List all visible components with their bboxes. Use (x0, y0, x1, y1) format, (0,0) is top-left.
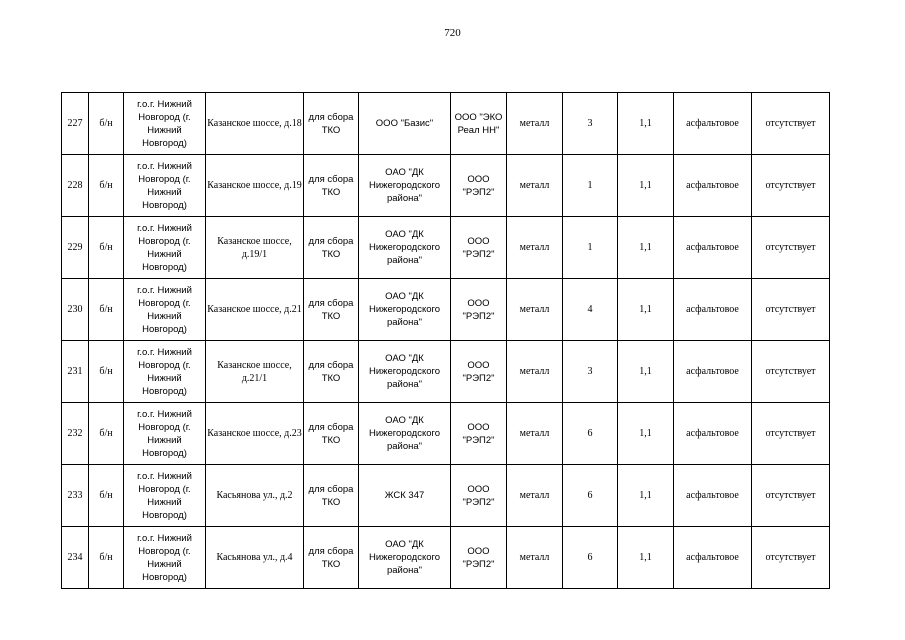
purpose-cell: для сбора ТКО (304, 155, 359, 217)
locality-cell: г.о.г. Нижний Новгород (г. Нижний Новгород) (124, 155, 206, 217)
table-row (62, 465, 830, 527)
row-number-cell: 230 (62, 279, 89, 341)
material-cell: металл (507, 465, 563, 527)
container-count-cell: 6 (563, 465, 618, 527)
owner-cell: ОАО "ДК Нижегородского района" (359, 217, 451, 279)
purpose-cell: для сбора ТКО (304, 403, 359, 465)
container-volume-cell: 1,1 (618, 279, 674, 341)
purpose-cell: для сбора ТКО (304, 341, 359, 403)
table-row (62, 403, 830, 465)
address-cell: Казанское шоссе, д.21 (206, 279, 304, 341)
container-volume-cell: 1,1 (618, 465, 674, 527)
purpose-cell: для сбора ТКО (304, 279, 359, 341)
fence-cell: отсутствует (752, 341, 830, 403)
owner-cell: ОАО "ДК Нижегородского района" (359, 279, 451, 341)
material-cell: металл (507, 279, 563, 341)
surface-type-cell: асфальтовое (674, 465, 752, 527)
fence-cell: отсутствует (752, 155, 830, 217)
row-number-cell: 234 (62, 527, 89, 589)
address-cell: Казанское шоссе, д.21/1 (206, 341, 304, 403)
row-number-cell: 233 (62, 465, 89, 527)
purpose-cell: для сбора ТКО (304, 465, 359, 527)
house-number-cell: б/н (89, 217, 124, 279)
row-number-cell: 231 (62, 341, 89, 403)
locality-cell: г.о.г. Нижний Новгород (г. Нижний Новгород) (124, 403, 206, 465)
container-count-cell: 3 (563, 93, 618, 155)
table-row (62, 217, 830, 279)
fence-cell: отсутствует (752, 93, 830, 155)
address-cell: Казанское шоссе, д.19 (206, 155, 304, 217)
fence-cell: отсутствует (752, 403, 830, 465)
table-body (62, 93, 830, 589)
locality-cell: г.о.г. Нижний Новгород (г. Нижний Новгород) (124, 279, 206, 341)
container-volume-cell: 1,1 (618, 155, 674, 217)
address-cell: Касьянова ул., д.2 (206, 465, 304, 527)
container-volume-cell: 1,1 (618, 403, 674, 465)
container-volume-cell: 1,1 (618, 527, 674, 589)
house-number-cell: б/н (89, 527, 124, 589)
fence-cell: отсутствует (752, 217, 830, 279)
owner-cell: ОАО "ДК Нижегородского района" (359, 527, 451, 589)
material-cell: металл (507, 527, 563, 589)
table-row (62, 155, 830, 217)
row-number-cell: 232 (62, 403, 89, 465)
locality-cell: г.о.г. Нижний Новгород (г. Нижний Новгород) (124, 217, 206, 279)
owner-cell: ОАО "ДК Нижегородского района" (359, 155, 451, 217)
fence-cell: отсутствует (752, 465, 830, 527)
page-number: 720 (444, 27, 461, 39)
house-number-cell: б/н (89, 341, 124, 403)
owner-cell: ОАО "ДК Нижегородского района" (359, 403, 451, 465)
address-cell: Казанское шоссе, д.18 (206, 93, 304, 155)
locality-cell: г.о.г. Нижний Новгород (г. Нижний Новгород) (124, 465, 206, 527)
table-row (62, 93, 830, 155)
operator-cell: ООО "ЭКО Реал НН" (451, 93, 507, 155)
container-count-cell: 4 (563, 279, 618, 341)
operator-cell: ООО "РЭП2" (451, 279, 507, 341)
locality-cell: г.о.г. Нижний Новгород (г. Нижний Новгород) (124, 341, 206, 403)
operator-cell: ООО "РЭП2" (451, 527, 507, 589)
material-cell: металл (507, 93, 563, 155)
table-row (62, 279, 830, 341)
container-count-cell: 1 (563, 155, 618, 217)
container-volume-cell: 1,1 (618, 217, 674, 279)
operator-cell: ООО "РЭП2" (451, 155, 507, 217)
purpose-cell: для сбора ТКО (304, 93, 359, 155)
address-cell: Казанское шоссе, д.23 (206, 403, 304, 465)
address-cell: Касьянова ул., д.4 (206, 527, 304, 589)
material-cell: металл (507, 217, 563, 279)
purpose-cell: для сбора ТКО (304, 527, 359, 589)
container-count-cell: 6 (563, 403, 618, 465)
purpose-cell: для сбора ТКО (304, 217, 359, 279)
table-row (62, 341, 830, 403)
container-volume-cell: 1,1 (618, 341, 674, 403)
operator-cell: ООО "РЭП2" (451, 217, 507, 279)
container-count-cell: 6 (563, 527, 618, 589)
surface-type-cell: асфальтовое (674, 155, 752, 217)
locality-cell: г.о.г. Нижний Новгород (г. Нижний Новгород) (124, 93, 206, 155)
house-number-cell: б/н (89, 93, 124, 155)
operator-cell: ООО "РЭП2" (451, 341, 507, 403)
fence-cell: отсутствует (752, 527, 830, 589)
material-cell: металл (507, 403, 563, 465)
row-number-cell: 229 (62, 217, 89, 279)
row-number-cell: 227 (62, 93, 89, 155)
surface-type-cell: асфальтовое (674, 279, 752, 341)
operator-cell: ООО "РЭП2" (451, 465, 507, 527)
surface-type-cell: асфальтовое (674, 93, 752, 155)
registry-table (61, 92, 830, 589)
house-number-cell: б/н (89, 403, 124, 465)
material-cell: металл (507, 155, 563, 217)
house-number-cell: б/н (89, 155, 124, 217)
surface-type-cell: асфальтовое (674, 341, 752, 403)
operator-cell: ООО "РЭП2" (451, 403, 507, 465)
container-count-cell: 3 (563, 341, 618, 403)
surface-type-cell: асфальтовое (674, 527, 752, 589)
house-number-cell: б/н (89, 465, 124, 527)
row-number-cell: 228 (62, 155, 89, 217)
table-row (62, 527, 830, 589)
container-volume-cell: 1,1 (618, 93, 674, 155)
fence-cell: отсутствует (752, 279, 830, 341)
locality-cell: г.о.г. Нижний Новгород (г. Нижний Новгород) (124, 527, 206, 589)
owner-cell: ОАО "ДК Нижегородского района" (359, 341, 451, 403)
owner-cell: ООО "Базис" (359, 93, 451, 155)
surface-type-cell: асфальтовое (674, 403, 752, 465)
material-cell: металл (507, 341, 563, 403)
surface-type-cell: асфальтовое (674, 217, 752, 279)
owner-cell: ЖСК 347 (359, 465, 451, 527)
container-count-cell: 1 (563, 217, 618, 279)
address-cell: Казанское шоссе, д.19/1 (206, 217, 304, 279)
house-number-cell: б/н (89, 279, 124, 341)
